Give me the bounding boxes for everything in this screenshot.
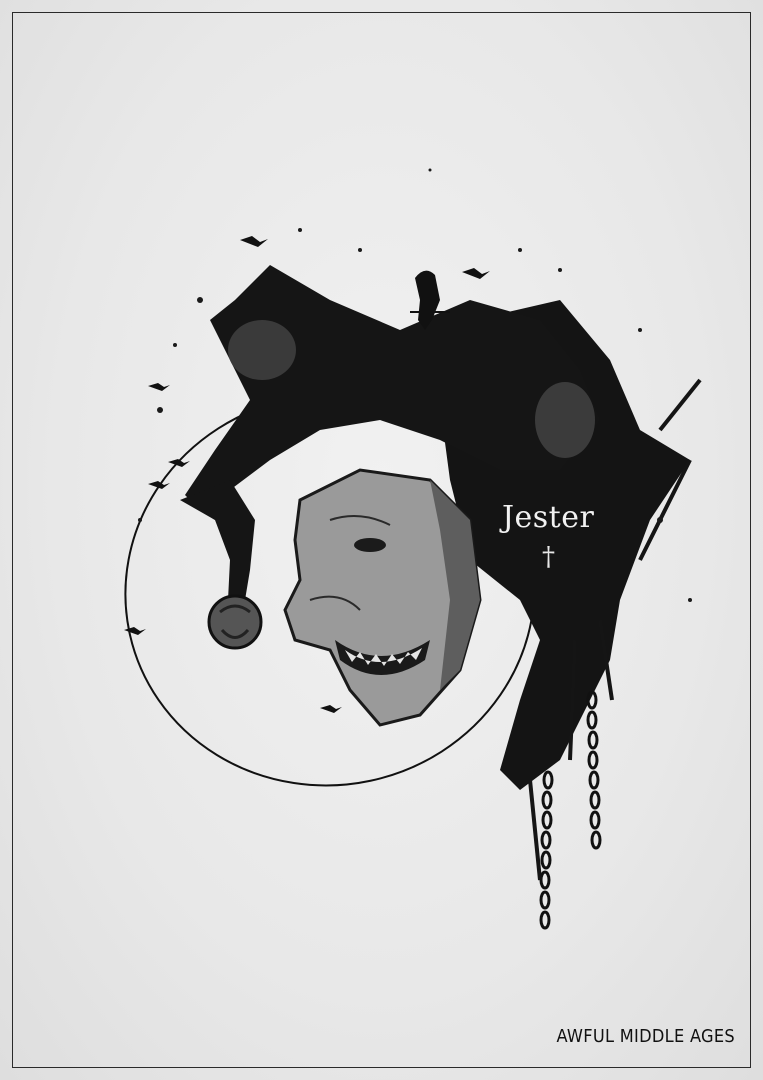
poster-caption: AWFUL MIDDLE AGES xyxy=(556,1026,735,1047)
cross-icon: † xyxy=(542,542,555,572)
poster-title: Jester xyxy=(502,500,595,535)
eye xyxy=(354,538,386,552)
hat-flap-right xyxy=(535,382,595,458)
hat-flap-left xyxy=(228,320,296,380)
bell-icon xyxy=(209,596,261,648)
hat-tail xyxy=(180,480,255,600)
